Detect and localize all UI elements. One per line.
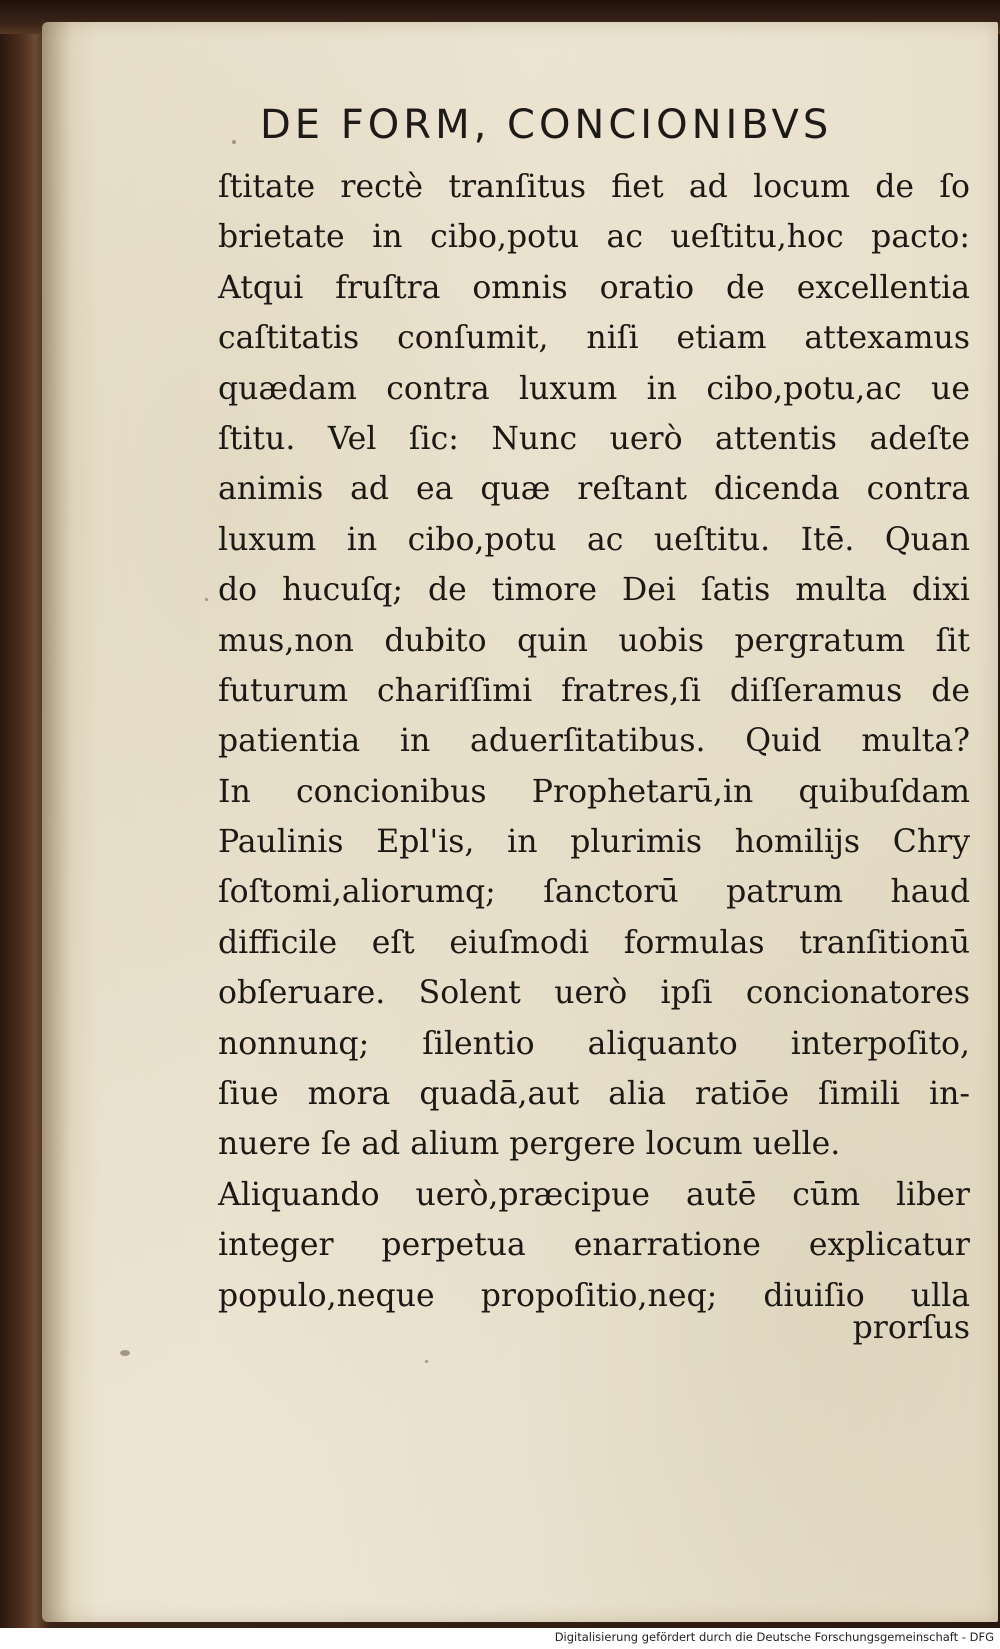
text-line: caſtitatis conſumit, niſi etiam attexamus [218, 320, 970, 357]
text-line: ſtitu. Vel ſic: Nunc uerò attentis adeſte [218, 420, 970, 457]
text-line: quædam contra luxum in cibo,potu,ac ue [218, 370, 970, 407]
paper-speck [232, 140, 236, 144]
text-line: obſeruare. Solent uerò ipſi concionatores [218, 975, 970, 1012]
text-line: In concionibus Prophetarū,in quibuſdam [218, 773, 970, 810]
text-line: luxum in cibo,potu ac ueſtitu. Itē. Quan [218, 521, 970, 558]
body-text [218, 162, 970, 1321]
text-line: mus,non dubito quin uobis pergratum ſit [218, 622, 970, 659]
text-line: nuere ſe ad alium pergere locum uelle. [218, 1126, 841, 1163]
text-line: animis ad ea quæ reſtant dicenda contra [218, 471, 970, 508]
text-line: Atqui fruſtra omnis oratio de excellentia [218, 269, 970, 306]
text-line: do hucuſq; de timore Dei ſatis multa dixi [218, 572, 970, 609]
text-line: Paulinis Epl'is, in plurimis homilijs Chry [218, 824, 970, 861]
text-line: nonnunq; ſilentio aliquanto interpoſito, [218, 1025, 970, 1062]
footer-credit: Digitalisierung gefördert durch die Deutsche Forschungsgemeinschaft - DFG [554, 1630, 994, 1644]
text-line: ſoſtomi,aliorumq; ſanctorū patrum haud [218, 874, 970, 911]
text-line: ſiue mora quadā,aut alia ratiōe ſimili in- [218, 1076, 970, 1113]
text-line: difficile eſt eiuſmodi formulas tranſitionū [218, 924, 970, 961]
gutter-shadow [42, 22, 72, 1622]
paper-speck [120, 1350, 130, 1356]
text-line: populo,neque propoſitio,neq; diuiſio ulla [218, 1277, 970, 1314]
paper-speck [425, 1360, 428, 1363]
paper-speck [205, 598, 208, 601]
text-line: ſtitate rectè tranſitus fiet ad locum de ſo [218, 169, 970, 205]
catchword: prorſus [852, 1310, 970, 1346]
text-line: Aliquando uerò,præcipue autē cūm liber [218, 1176, 970, 1213]
text-line: integer perpetua enarratione explicatur [218, 1227, 970, 1264]
text-line: brietate in cibo,potu ac ueſtitu,hoc pacto: [218, 219, 970, 256]
text-line: patientia in aduerſitatibus. Quid multa? [218, 723, 970, 760]
footer-bar [0, 1628, 1000, 1649]
text-line: futurum chariſſimi fratres,ſi diſſeramus de [218, 672, 970, 709]
running-header: DE FORM, CONCIONIBVS [260, 102, 833, 148]
